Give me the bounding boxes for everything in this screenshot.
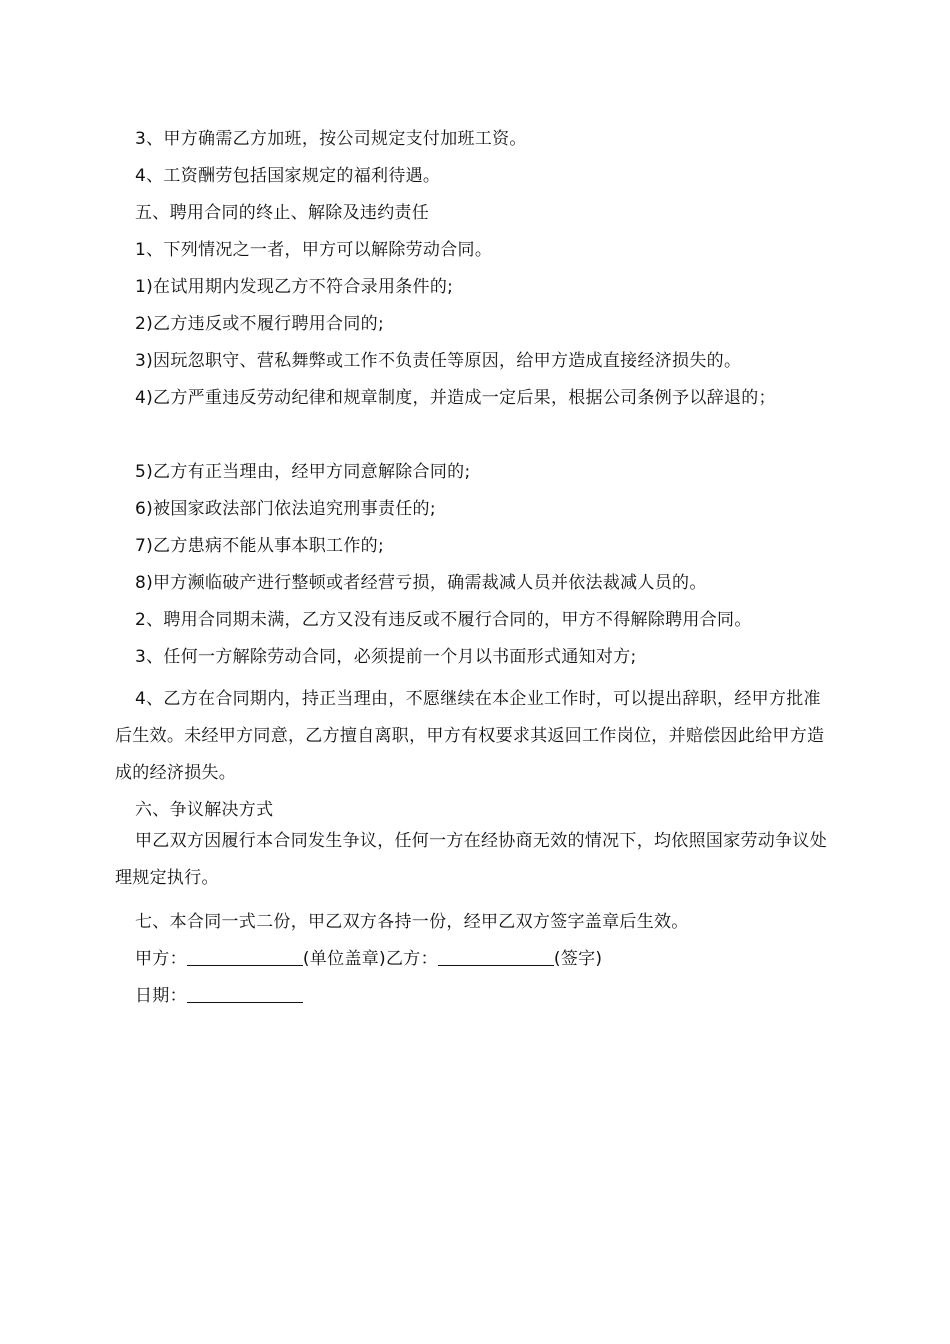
clause-overtime: 3、甲方确需乙方加班，按公司规定支付加班工资。 xyxy=(135,129,527,149)
clause-5-1-item-5: 5)乙方有正当理由，经甲方同意解除合同的; xyxy=(135,462,471,482)
signature-line xyxy=(135,947,602,971)
clause-5-1-item-1: 1)在试用期内发现乙方不符合录用条件的; xyxy=(135,277,454,297)
clause-5-1-item-3: 3)因玩忽职守、营私舞弊或工作不负责任等原因，给甲方造成直接经济损失的。 xyxy=(135,351,742,371)
clause-5-1-item-4: 4)乙方严重违反劳动纪律和规章制度，并造成一定后果，根据公司条例予以辞退的； xyxy=(135,388,776,408)
clause-5-1-item-8: 8)甲方濒临破产进行整顿或者经营亏损，确需裁减人员并依法裁减人员的。 xyxy=(135,573,707,593)
section-6-body: 甲乙双方因履行本合同发生争议，任何一方在经协商无效的情况下，均依照国家劳动争议处理规定执行。 xyxy=(115,831,827,888)
clause-welfare: 4、工资酬劳包括国家规定的福利待遇。 xyxy=(135,166,441,186)
party-a-blank[interactable] xyxy=(187,947,303,966)
date-line xyxy=(135,984,303,1008)
clause-5-4: 4、乙方在合同期内，持正当理由，不愿继续在本企业工作时，可以提出辞职，经甲方批准后生效。未经甲方同意，乙方擅自离职，甲方有权要求其返回工作岗位，并赔偿因此给甲方造成的经济损失。 xyxy=(115,689,825,783)
clause-5-1-item-2: 2)乙方违反或不履行聘用合同的; xyxy=(135,314,384,334)
party-a-note: (单位盖章) xyxy=(302,949,386,969)
clause-5-1: 1、下列情况之一者，甲方可以解除劳动合同。 xyxy=(135,240,493,260)
party-b-blank[interactable] xyxy=(438,947,554,966)
clause-5-3: 3、任何一方解除劳动合同，必须提前一个月以书面形式通知对方; xyxy=(135,647,637,667)
party-b-note: (签字) xyxy=(553,949,603,969)
clause-5-2: 2、聘用合同期未满，乙方又没有违反或不履行合同的，甲方不得解除聘用合同。 xyxy=(135,610,752,630)
section-7: 七、本合同一式二份，甲乙双方各持一份，经甲乙双方签字盖章后生效。 xyxy=(135,912,689,932)
date-label: 日期： xyxy=(135,986,187,1006)
party-b-label: 乙方： xyxy=(385,949,438,969)
clause-5-1-item-6: 6)被国家政法部门依法追究刑事责任的; xyxy=(135,499,436,519)
clause-5-1-item-7: 7)乙方患病不能从事本职工作的; xyxy=(135,536,384,556)
party-a-label: 甲方： xyxy=(135,949,187,969)
date-blank[interactable] xyxy=(187,984,303,1003)
section-5-title: 五、聘用合同的终止、解除及违约责任 xyxy=(135,203,430,223)
section-6-title: 六、争议解决方式 xyxy=(135,800,274,820)
